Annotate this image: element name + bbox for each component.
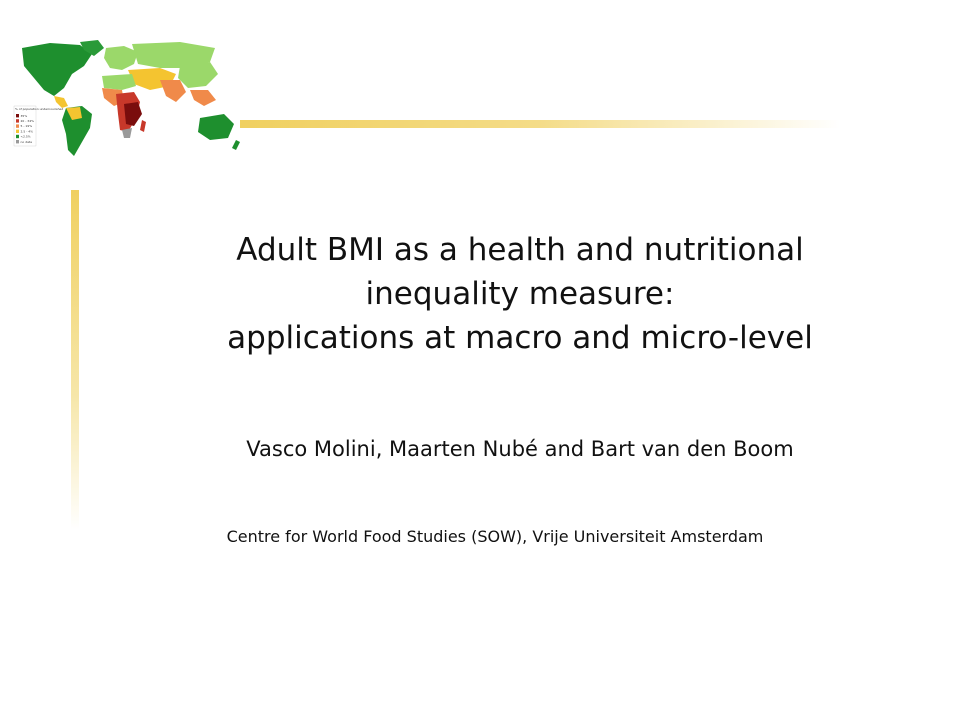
legend-swatch <box>16 135 19 138</box>
world-hunger-map-image <box>10 40 245 165</box>
map-legend-title: % of population undernourished <box>15 107 64 111</box>
map-australia <box>198 114 234 140</box>
authors: Vasco Molini, Maarten Nubé and Bart van den Boom <box>246 437 794 461</box>
horizontal-accent-bar <box>240 120 840 128</box>
legend-swatch <box>16 124 19 127</box>
affiliation: Centre for World Food Studies (SOW), Vrije Universiteit Amsterdam <box>226 527 764 546</box>
vertical-accent-bar <box>71 190 79 530</box>
map-south-asia <box>160 80 186 102</box>
legend-label: no data <box>20 139 32 144</box>
map-legend <box>14 106 63 146</box>
legend-label: <2.5% <box>20 134 31 139</box>
legend-label: 2.5 - 4% <box>20 129 34 134</box>
legend-label: 20 - 34% <box>20 119 34 123</box>
title-line-1: Adult BMI as a health and nutritional <box>236 232 804 268</box>
legend-swatch <box>16 119 19 122</box>
legend-swatch <box>16 114 19 117</box>
legend-swatch <box>16 140 19 143</box>
map-africa-east <box>124 102 142 126</box>
legend-label: 5 - 19% <box>20 124 33 129</box>
map-east-asia <box>178 62 218 88</box>
legend-label: 35% <box>20 113 28 118</box>
title-line-3: applications at macro and micro-level <box>227 320 813 356</box>
map-madagascar <box>140 120 146 132</box>
title-line-2: inequality measure: <box>365 276 675 312</box>
map-north-america <box>22 43 92 96</box>
map-southeast-asia <box>190 90 216 106</box>
map-north-africa <box>102 74 136 90</box>
map-new-zealand <box>232 140 240 150</box>
legend-swatch <box>16 130 19 133</box>
map-europe <box>104 46 138 70</box>
slide-title <box>160 228 880 360</box>
